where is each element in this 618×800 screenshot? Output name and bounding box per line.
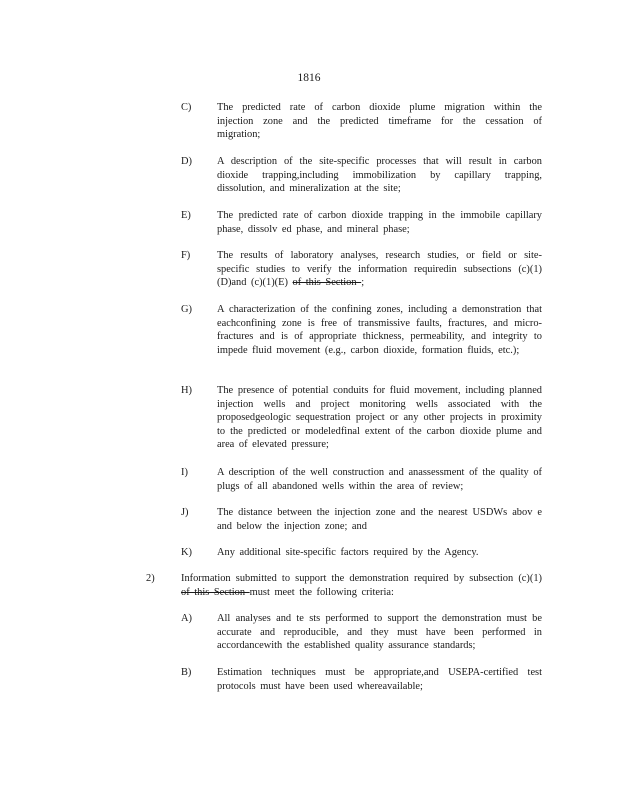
item-marker: D): [181, 156, 192, 167]
item-text: All analyses and te sts performed to support the demonstration must be accurate and reproducible, and they must have been performed in accordancewith the established quality assurance standards;: [217, 613, 542, 652]
item-marker: C): [181, 102, 192, 113]
item-marker: E): [181, 210, 191, 221]
struck-text: of this Section: [292, 277, 362, 289]
item-text: Any additional site-specific factors required by the Agency.: [217, 547, 479, 558]
item-text: The presence of potential conduits for fluid movement, including planned injection wells and project monitoring wells associated with the proposedgeologic sequestration project or any other projects in proximity to the predicted or modeledfinal extent of the carbon dioxide plume and area of elevated pressure;: [217, 385, 542, 451]
item-text: Estimation techniques must be appropriate,and USEPA-certified test protocols must have been used whereavailable;: [217, 667, 542, 692]
item-text: A description of the well construction and anassessment of the quality of plugs of all abandoned wells within the area of review;: [217, 467, 542, 492]
item-marker: J): [181, 507, 189, 518]
item-text: [181, 572, 542, 599]
item-text: A description of the site-specific processes that will result in carbon dioxide trapping,including immobilization by capillary trapping, dissolution, and mineralization at the site;: [217, 156, 542, 195]
item-text: A characterization of the confining zones, including a demonstration that eachconfining zone is free of transmissive faults, fractures, and micro-fractures and is of appropriate thickness, permeability, and integrity to impede fluid movement (e.g., carbon dioxide, formation fluids, etc.);: [217, 304, 542, 356]
item-marker: G): [181, 304, 192, 315]
item-text-main: The results of laboratory analyses, research studies, or field or site-specific studies to verify the information requiredin subsections (c)(1)(D)and (c)(1)(E): [217, 250, 542, 289]
item-marker: K): [181, 547, 192, 558]
item-marker: H): [181, 385, 192, 396]
item-marker: 2): [146, 573, 155, 584]
item-text: The predicted rate of carbon dioxide plume migration within the injection zone and the predicted timeframe for the cessation of migration;: [217, 102, 542, 141]
item-marker: F): [181, 250, 191, 261]
page-number: 1816: [297, 72, 321, 84]
item-text: [217, 249, 542, 290]
item-text: The distance between the injection zone and the nearest USDWs abov e and below the injection zone; and: [217, 507, 542, 532]
item-text: The predicted rate of carbon dioxide trapping in the immobile capillary phase, dissolv ed phase, and mineral phase;: [217, 210, 542, 235]
struck-text: of this Section: [181, 586, 250, 598]
item-marker: I): [181, 467, 188, 478]
item-marker: B): [181, 667, 192, 678]
item-text-main: Information submitted to support the demonstration required by subsection (c)(1): [181, 573, 542, 584]
item-marker: A): [181, 613, 192, 624]
item-text-end: must meet the following criteria:: [249, 586, 394, 598]
item-text-end: ;: [361, 277, 365, 289]
